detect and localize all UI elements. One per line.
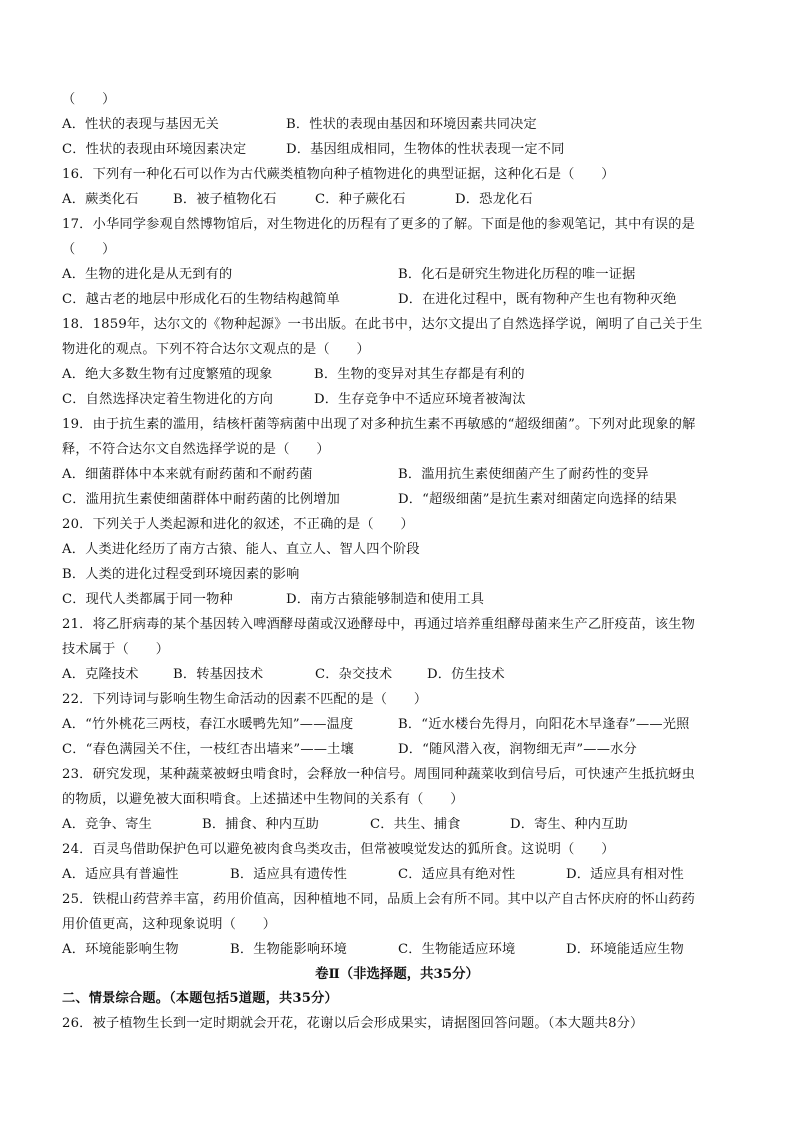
q19-option-b: B．滥用抗生素使细菌产生了耐药性的变异: [398, 467, 649, 482]
q15-paren: （ ）: [62, 92, 116, 107]
q16-stem: 16．下列有一种化石可以作为古代蕨类植物向种子植物进化的典型证据，这种化石是（ ）: [62, 167, 615, 182]
q20-stem: 20．下列关于人类起源和进化的叙述，不正确的是（ ）: [62, 517, 414, 532]
q25-option-d: D．环境能适应生物: [566, 942, 684, 957]
q19-stem-line1: 19．由于抗生素的滥用，结核杆菌等病菌中出现了对多种抗生素不再敏感的“超级细菌”。下列对此现象的解: [62, 417, 696, 432]
q19-option-d: D．“超级细菌”是抗生素对细菌定向选择的结果: [398, 492, 678, 507]
q20-option-a: A．人类进化经历了南方古猿、能人、直立人、智人四个阶段: [62, 542, 420, 557]
q17-option-d: D．在进化过程中，既有物种产生也有物种灭绝: [398, 292, 677, 307]
q25-stem-line1: 25．铁棍山药营养丰富，药用价值高，因种植地不同，品质上会有所不同。其中以产自古怀庆府的怀山药药: [62, 892, 696, 907]
q24-option-a: A．适应具有普遍性: [62, 867, 179, 882]
q21-option-b: B．转基因技术: [173, 667, 264, 682]
q18-option-c: C．自然选择决定着生物进化的方向: [62, 392, 274, 407]
q17-option-c: C．越古老的地层中形成化石的生物结构越简单: [62, 292, 341, 307]
q20-option-c: C．现代人类都属于同一物种: [62, 592, 233, 607]
section2-title: 卷Ⅱ（非选择题，共35分）: [315, 966, 479, 982]
q17-paren: （ ）: [62, 242, 116, 257]
q26-stem: 26．被子植物生长到一定时期就会开花，花谢以后会形成果实，请据图回答问题。（本大题共8分）: [62, 1016, 644, 1031]
q22-option-c: C．“春色满园关不住，一枝红杏出墙来”——土壤: [62, 742, 354, 757]
q23-stem-line2: 的物质，以避免被大面积啃食。上述描述中生物间的关系有（ ）: [62, 792, 464, 807]
q19-option-a: A．细菌群体中本来就有耐药菌和不耐药菌: [62, 467, 313, 482]
q15-option-c: C．性状的表现由环境因素决定: [62, 142, 247, 157]
q22-stem: 22．下列诗词与影响生物生命活动的因素不匹配的是（ ）: [62, 692, 428, 707]
q23-option-d: D．寄生、种内互助: [510, 817, 628, 832]
q25-stem-line2: 用价值更高，这种现象说明（ ）: [62, 917, 277, 932]
q17-option-a: A．生物的进化是从无到有的: [62, 267, 233, 282]
q16-option-d: D．恐龙化石: [455, 192, 533, 207]
q21-stem-line1: 21．将乙肝病毒的某个基因转入啤酒酵母菌或汉逊酵母中，再通过培养重组酵母菌来生产乙肝疫苗，该生物: [62, 617, 696, 632]
q16-option-b: B．被子植物化石: [173, 192, 277, 207]
q24-option-c: C．适应具有绝对性: [398, 867, 516, 882]
q18-option-b: B．生物的变异对其生存都是有利的: [314, 367, 525, 382]
q17-option-b: B．化石是研究生物进化历程的唯一证据: [398, 267, 636, 282]
q24-stem: 24．百灵鸟借助保护色可以避免被肉食鸟类攻击，但常被嗅觉发达的狐所食。这说明（ ）: [62, 842, 615, 857]
q19-stem-line2: 释，不符合达尔文自然选择学说的是（ ）: [62, 442, 330, 457]
q23-option-c: C．共生、捕食: [370, 817, 461, 832]
q22-option-d: D．“随风潜入夜，润物细无声”——水分: [398, 742, 637, 757]
q20-option-b: B．人类的进化过程受到环境因素的影响: [62, 567, 300, 582]
q16-option-c: C．种子蕨化石: [315, 192, 406, 207]
q24-option-d: D．适应具有相对性: [566, 867, 684, 882]
q23-option-a: A．竞争、寄生: [62, 817, 153, 832]
q15-option-b: B．性状的表现由基因和环境因素共同决定: [286, 117, 537, 132]
q18-option-a: A．绝大多数生物有过度繁殖的现象: [62, 367, 273, 382]
q22-option-b: B．“近水楼台先得月，向阳花木早逢春”——光照: [398, 717, 690, 732]
q18-stem-line1: 18．1859年，达尔文的《物种起源》一书出版。在此书中，达尔文提出了自然选择学说，阐明了自己关于生: [62, 317, 703, 332]
q21-option-c: C．杂交技术: [315, 667, 393, 682]
q19-option-c: C．滥用抗生素使细菌群体中耐药菌的比例增加: [62, 492, 341, 507]
q21-option-a: A．克隆技术: [62, 667, 139, 682]
q15-option-d: D．基因组成相同，生物体的性状表现一定不同: [286, 142, 565, 157]
q25-option-a: A．环境能影响生物: [62, 942, 179, 957]
q25-option-c: C．生物能适应环境: [398, 942, 516, 957]
q17-stem: 17．小华同学参观自然博物馆后，对生物进化的历程有了更多的了解。下面是他的参观笔记，其中有误的是: [62, 217, 696, 232]
q24-option-b: B．适应具有遗传性: [230, 867, 347, 882]
q15-option-a: A．性状的表现与基因无关: [62, 117, 219, 132]
section2-heading: 二、情景综合题。（本题包括5道题，共35分）: [62, 991, 338, 1006]
q20-option-d: D．南方古猿能够制造和使用工具: [286, 592, 485, 607]
q21-stem-line2: 技术属于（ ）: [62, 642, 170, 657]
q16-option-a: A．蕨类化石: [62, 192, 139, 207]
q23-option-b: B．捕食、种内互助: [202, 817, 319, 832]
q18-option-d: D．生存竞争中不适应环境者被淘汰: [314, 392, 526, 407]
q21-option-d: D．仿生技术: [427, 667, 505, 682]
q22-option-a: A．“竹外桃花三两枝，春江水暖鸭先知”——温度: [62, 717, 354, 732]
q25-option-b: B．生物能影响环境: [230, 942, 347, 957]
q18-stem-line2: 物进化的观点。下列不符合达尔文观点的是（ ）: [62, 342, 370, 357]
q23-stem-line1: 23．研究发现，某种蔬菜被蚜虫啃食时，会释放一种信号。周围同种蔬菜收到信号后，可快速产生抵抗蚜虫: [62, 767, 696, 782]
